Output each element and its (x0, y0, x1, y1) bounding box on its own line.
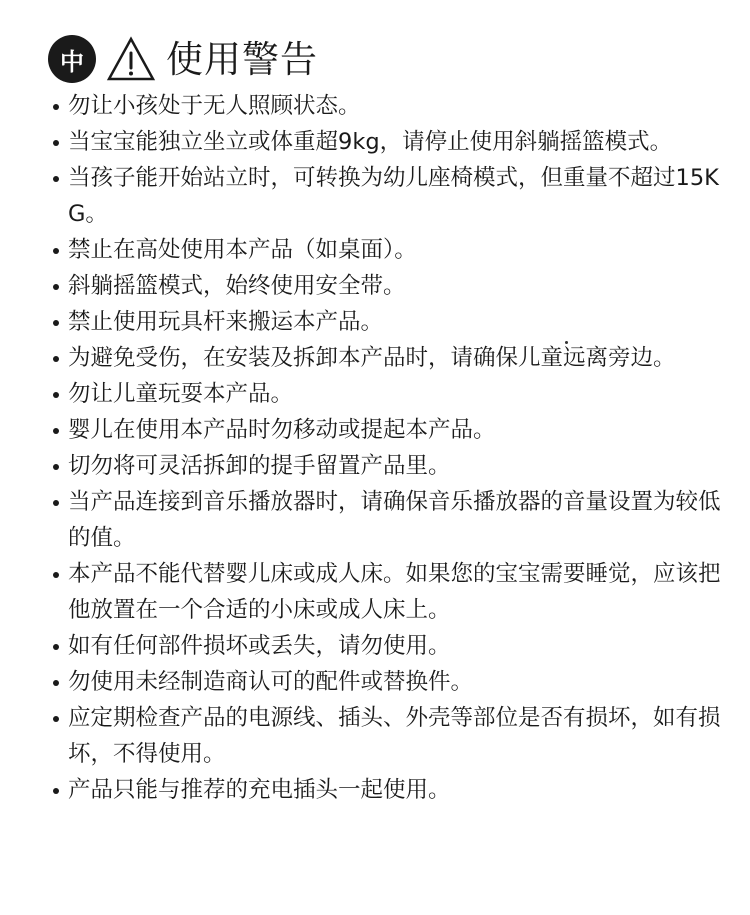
warning-text: 禁止在高处使用本产品（如桌面）。 (68, 237, 417, 263)
stray-dot (565, 341, 568, 344)
list-item (48, 268, 738, 304)
warning-text: 当产品连接到音乐播放器时，请确保音乐播放器的音量设置为较低的值。 (68, 489, 721, 551)
list-item (48, 700, 738, 772)
warning-text: 禁止使用玩具杆来搬运本产品。 (68, 309, 384, 335)
list-item (48, 448, 738, 484)
warning-text: 为避免受伤，在安装及拆卸本产品时，请确保儿童远离旁边。 (68, 345, 676, 371)
warning-text: 当宝宝能独立坐立或体重超9kg，请停止使用斜躺摇篮模式。 (68, 129, 673, 155)
list-item (48, 412, 738, 448)
bullet-icon (53, 464, 59, 470)
bullet-icon (53, 572, 59, 578)
warning-text: 勿让儿童玩耍本产品。 (68, 381, 294, 407)
page-title: 使用警告 (166, 37, 318, 81)
header (48, 33, 318, 85)
bullet-icon (53, 716, 59, 722)
bullet-icon (53, 284, 59, 290)
warning-list (48, 88, 738, 808)
list-item (48, 304, 738, 340)
language-badge: 中 (48, 35, 96, 83)
warning-text: 勿使用未经制造商认可的配件或替换件。 (68, 669, 474, 695)
bullet-icon (53, 356, 59, 362)
warning-text: 产品只能与推荐的充电插头一起使用。 (68, 777, 451, 803)
warning-triangle-icon (106, 36, 156, 82)
warning-text: 本产品不能代替婴儿床或成人床。如果您的宝宝需要睡觉，应该把他放置在一个合适的小床或成人床上。 (68, 561, 721, 623)
bullet-icon (53, 680, 59, 686)
warning-text: 当孩子能开始站立时，可转换为幼儿座椅模式，但重量不超过15KG。 (68, 165, 719, 227)
list-item (48, 376, 738, 412)
list-item (48, 340, 738, 376)
list-item (48, 232, 738, 268)
list-item (48, 160, 738, 232)
warning-text: 切勿将可灵活拆卸的提手留置产品里。 (68, 453, 451, 479)
warning-text: 应定期检查产品的电源线、插头、外壳等部位是否有损坏，如有损坏，不得使用。 (68, 705, 721, 767)
list-item (48, 664, 738, 700)
warning-text: 勿让小孩处于无人照顾状态。 (68, 93, 361, 119)
bullet-icon (53, 104, 59, 110)
list-item (48, 556, 738, 628)
list-item (48, 772, 738, 808)
bullet-icon (53, 644, 59, 650)
bullet-icon (53, 428, 59, 434)
warning-text: 如有任何部件损坏或丢失，请勿使用。 (68, 633, 451, 659)
list-item (48, 88, 738, 124)
warning-text: 斜躺摇篮模式，始终使用安全带。 (68, 273, 406, 299)
list-item (48, 124, 738, 160)
bullet-icon (53, 248, 59, 254)
bullet-icon (53, 392, 59, 398)
bullet-icon (53, 176, 59, 182)
bullet-icon (53, 140, 59, 146)
warning-text: 婴儿在使用本产品时勿移动或提起本产品。 (68, 417, 496, 443)
list-item (48, 628, 738, 664)
bullet-icon (53, 320, 59, 326)
bullet-icon (53, 788, 59, 794)
bullet-icon (53, 500, 59, 506)
list-item (48, 484, 738, 556)
